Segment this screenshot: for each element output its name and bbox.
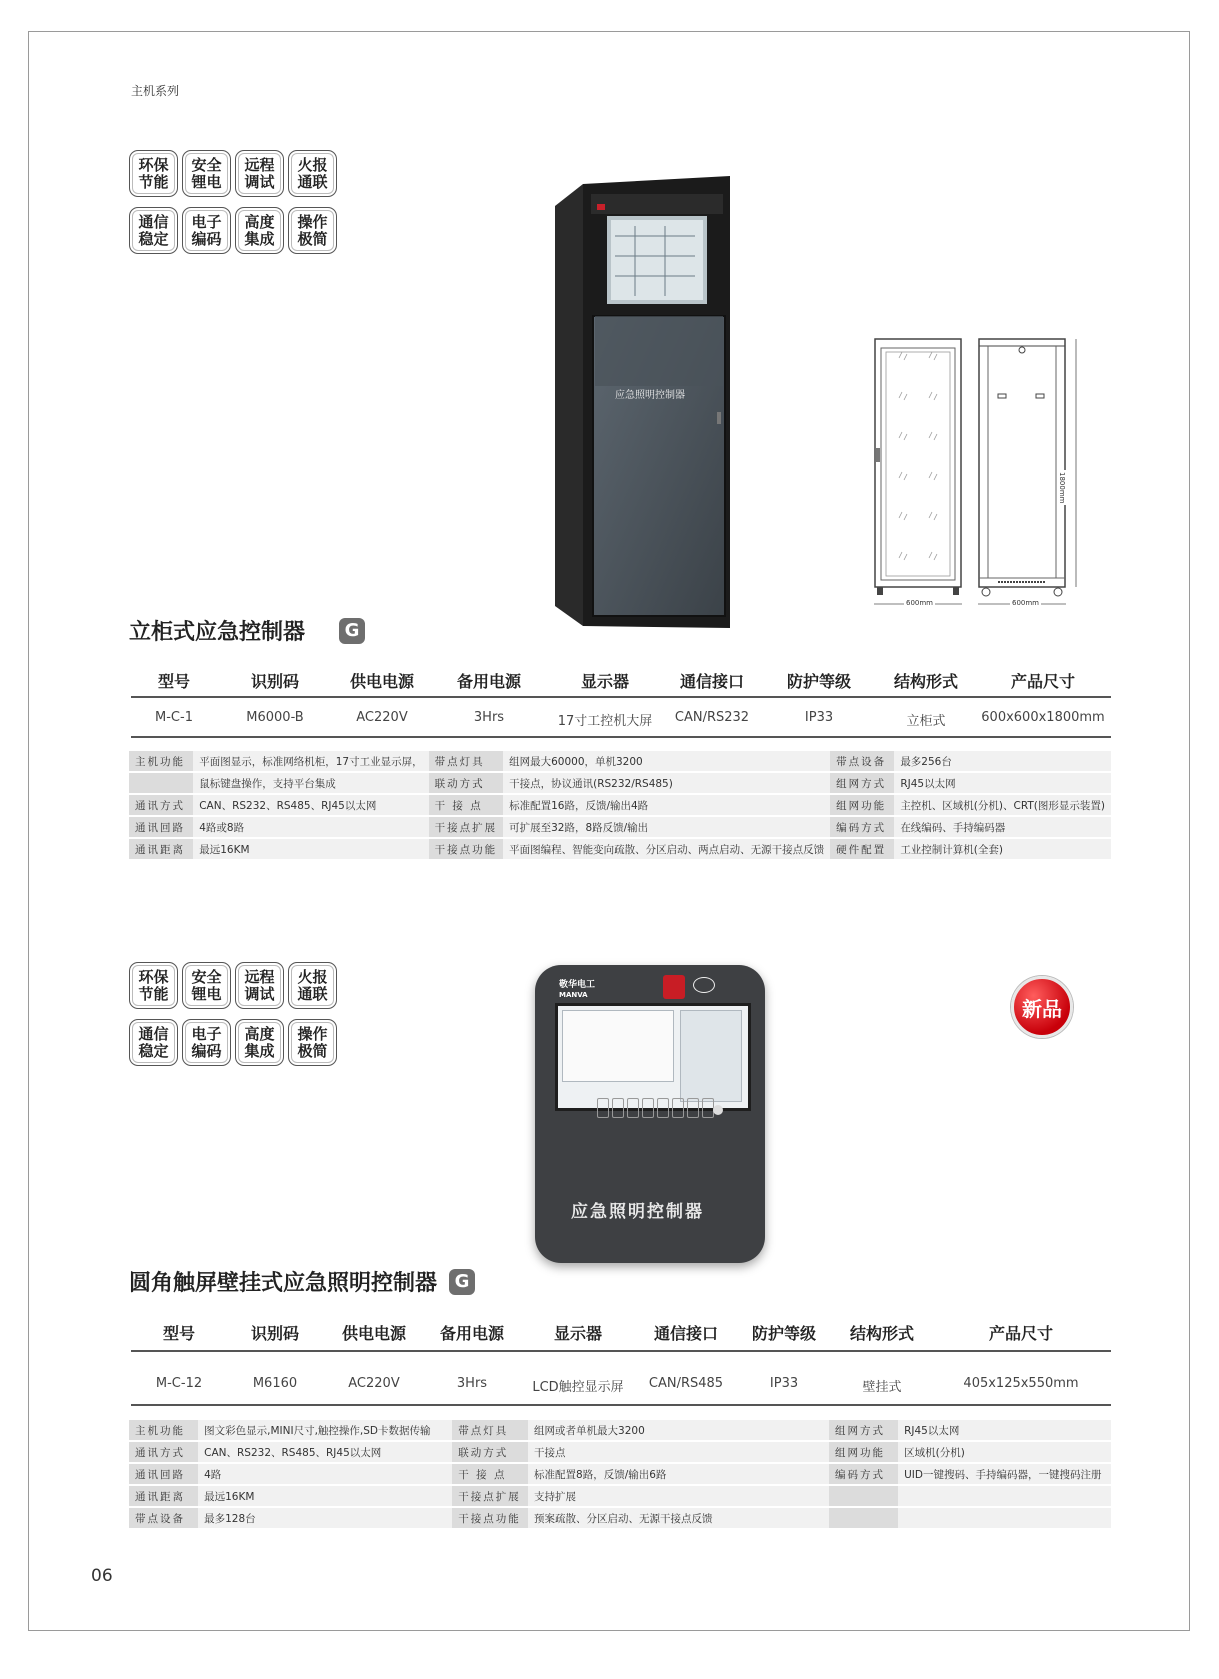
detail-label: 干 接 点	[429, 794, 504, 816]
spec-value-cell: AC220V	[348, 1376, 400, 1391]
spec-value-cell: AC220V	[356, 710, 408, 725]
page-number: 06	[91, 1566, 113, 1586]
detail-label: 组网功能	[829, 1441, 898, 1463]
feature-badge: 高度 集成	[235, 207, 284, 254]
detail-value: 支持扩展	[528, 1485, 829, 1507]
detail-row	[129, 751, 1111, 772]
spec-value-cell: 405x125x550mm	[963, 1376, 1079, 1391]
product1-spec-rule-bottom	[131, 736, 1111, 738]
detail-row	[129, 1420, 1111, 1441]
detail-value: 干接点	[528, 1441, 829, 1463]
ccc-mark-icon	[693, 977, 715, 993]
device-logo-icon	[663, 975, 685, 999]
feature-badge: 环保 节能	[129, 150, 178, 197]
detail-value: 平面图显示，标准网络机柜，17寸工业显示屏，	[193, 751, 428, 772]
feature-badge: 通信 稳定	[129, 1019, 178, 1066]
detail-value: 主控机、区域机(分机)、CRT(图形显示装置)	[894, 794, 1111, 816]
detail-value: 干接点，协议通讯(RS232/RS485)	[503, 772, 830, 794]
detail-value: 4路或8路	[193, 816, 428, 838]
spec-header-cell: 识别码	[250, 672, 299, 691]
detail-row	[129, 1463, 1111, 1485]
detail-row	[129, 794, 1111, 816]
detail-label: 联动方式	[429, 772, 504, 794]
spec-header-cell: 备用电源	[439, 1324, 504, 1343]
feature-badge: 通信 稳定	[129, 207, 178, 254]
product2-spec-rule-bottom	[131, 1404, 1111, 1406]
detail-value: 组网最大60000，单机3200	[503, 751, 830, 772]
feature-badge: 环保 节能	[129, 962, 178, 1009]
cabinet-photo	[555, 176, 730, 628]
detail-label	[129, 772, 193, 794]
feature-badge: 火报 通联	[288, 150, 337, 197]
spec-value-cell: IP33	[769, 1376, 799, 1391]
detail-label: 带点设备	[129, 1507, 198, 1529]
feature-badge: 安全 锂电	[182, 150, 231, 197]
detail-value: 区域机(分机)	[898, 1441, 1111, 1463]
detail-value: 可扩展至32路，8路反馈/输出	[503, 816, 830, 838]
spec-header-cell: 通信接口	[653, 1324, 718, 1343]
spec-header-cell: 识别码	[250, 1324, 299, 1343]
detail-value	[898, 1507, 1111, 1529]
product1-name: 立柜式应急控制器	[129, 620, 306, 645]
product2-detail-table	[129, 1420, 1111, 1530]
detail-label: 通讯距离	[129, 1485, 198, 1507]
feature-badge: 高度 集成	[235, 1019, 284, 1066]
spec-header-cell: 防护等级	[786, 672, 851, 691]
new-product-badge: 新品	[1011, 976, 1073, 1038]
product1-title	[129, 615, 365, 646]
cabinet-label: 应急照明控制器	[615, 390, 685, 401]
spec-header-cell: 结构形式	[893, 672, 958, 691]
cabinet-front-drawing	[874, 338, 964, 608]
product1-spec-header	[131, 669, 1111, 692]
feature-badge: 操作 极简	[288, 207, 337, 254]
detail-label: 联动方式	[452, 1441, 528, 1463]
spec-value-cell: 600x600x1800mm	[981, 710, 1105, 725]
spec-value-cell: 3Hrs	[473, 710, 505, 725]
detail-label: 干接点扩展	[452, 1485, 528, 1507]
product1-spec-rule-top	[131, 696, 1111, 698]
detail-label: 干接点扩展	[429, 816, 504, 838]
spec-header-cell: 产品尺寸	[988, 1324, 1053, 1343]
product1-spec-values	[131, 710, 1111, 729]
side-width-label: 600mm	[1012, 599, 1039, 607]
detail-value: CAN、RS232、RS485、RJ45以太网	[198, 1441, 452, 1463]
detail-label: 通讯回路	[129, 816, 193, 838]
spec-header-cell: 显示器	[553, 1324, 602, 1343]
detail-value: 最多128台	[198, 1507, 452, 1529]
detail-value: CAN、RS232、RS485、RJ45以太网	[193, 794, 428, 816]
feature-badge: 远程 调试	[235, 150, 284, 197]
spec-header-cell: 供电电源	[349, 672, 414, 691]
detail-row	[129, 1485, 1111, 1507]
product2-name: 圆角触屏壁挂式应急照明控制器	[129, 1271, 438, 1296]
detail-value: 工业控制计算机(全套)	[894, 838, 1111, 860]
feature-badge: 电子 编码	[182, 207, 231, 254]
detail-value: 最远16KM	[193, 838, 428, 860]
feature-badge: 安全 锂电	[182, 962, 231, 1009]
detail-value: 最多256台	[894, 751, 1111, 772]
detail-label: 组网方式	[830, 772, 894, 794]
product2-spec-rule-top	[131, 1350, 1111, 1352]
detail-value: 图文彩色显示,MINI尺寸,触控操作,SD卡数据传输	[198, 1420, 452, 1441]
detail-value: 标准配置16路，反馈/输出4路	[503, 794, 830, 816]
device-screen	[555, 1003, 751, 1111]
cabinet-side-drawing	[978, 338, 1088, 608]
detail-label: 通讯方式	[129, 1441, 198, 1463]
spec-header-cell: 型号	[162, 1324, 195, 1343]
detail-label: 主机功能	[129, 751, 193, 772]
spec-value-cell: M-C-1	[155, 710, 193, 725]
detail-label: 干接点功能	[429, 838, 504, 860]
detail-label: 编码方式	[829, 1463, 898, 1485]
detail-label: 通讯距离	[129, 838, 193, 860]
detail-value: RJ45以太网	[898, 1420, 1111, 1441]
series-label: 主机系列	[131, 84, 180, 98]
detail-row	[129, 816, 1111, 838]
spec-value-cell: 立柜式	[906, 714, 946, 729]
height-label: 1800mm	[1058, 472, 1066, 504]
product1-detail-table	[129, 751, 1111, 861]
spec-value-cell: M-C-12	[155, 1376, 203, 1391]
spec-header-cell: 供电电源	[341, 1324, 406, 1343]
detail-label: 硬件配置	[830, 838, 894, 860]
spec-header-cell: 结构形式	[849, 1324, 914, 1343]
detail-value: 组网或者单机最大3200	[528, 1420, 829, 1441]
product1-g-badge: G	[339, 618, 365, 644]
spec-header-cell: 显示器	[580, 672, 629, 691]
detail-value: RJ45以太网	[894, 772, 1111, 794]
feature-badge: 远程 调试	[235, 962, 284, 1009]
spec-header-cell: 防护等级	[751, 1324, 816, 1343]
feature-badges-2	[129, 962, 337, 1066]
detail-label: 带点设备	[830, 751, 894, 772]
detail-row	[129, 1507, 1111, 1529]
detail-row	[129, 838, 1111, 860]
device-brand: 敬华电工 MANVA	[559, 980, 596, 999]
spec-value-cell: 17寸工控机大屏	[557, 714, 653, 729]
detail-label: 组网方式	[829, 1420, 898, 1441]
spec-value-cell: M6160	[252, 1376, 298, 1391]
device-label: 应急照明控制器	[571, 1202, 704, 1222]
detail-row	[129, 1441, 1111, 1463]
device-button-row	[597, 1098, 714, 1118]
product2-g-badge: G	[449, 1269, 475, 1295]
spec-value-cell: CAN/RS485	[648, 1376, 724, 1391]
product2-title	[129, 1266, 475, 1297]
detail-label: 带点灯具	[429, 751, 504, 772]
spec-header-cell: 通信接口	[679, 672, 744, 691]
wall-controller-photo	[535, 965, 765, 1263]
product2-spec-header	[131, 1321, 1111, 1344]
detail-label: 主机功能	[129, 1420, 198, 1441]
detail-value: 鼠标键盘操作，支持平台集成	[193, 772, 428, 794]
detail-value: 标准配置8路，反馈/输出6路	[528, 1463, 829, 1485]
product2-spec-values	[131, 1376, 1111, 1395]
feature-badge: 电子 编码	[182, 1019, 231, 1066]
spec-header-cell: 备用电源	[456, 672, 521, 691]
detail-label	[829, 1485, 898, 1507]
feature-badge: 操作 极简	[288, 1019, 337, 1066]
detail-value: 预案疏散、分区启动、无源干接点反馈	[528, 1507, 829, 1529]
detail-label: 通讯回路	[129, 1463, 198, 1485]
detail-label: 干 接 点	[452, 1463, 528, 1485]
detail-value: 最远16KM	[198, 1485, 452, 1507]
front-width-label: 600mm	[906, 599, 933, 607]
detail-value: UID一键搜码、手持编码器，一键搜码注册	[898, 1463, 1111, 1485]
spec-header-cell: 产品尺寸	[1010, 672, 1075, 691]
spec-value-cell: LCD触控显示屏	[532, 1380, 624, 1395]
detail-label: 编码方式	[830, 816, 894, 838]
spec-value-cell: 3Hrs	[456, 1376, 488, 1391]
spec-value-cell: CAN/RS232	[674, 710, 750, 725]
detail-value: 在线编码、手持编码器	[894, 816, 1111, 838]
feature-badges-1	[129, 150, 337, 254]
detail-label: 组网功能	[830, 794, 894, 816]
spec-value-cell: IP33	[804, 710, 834, 725]
detail-value: 4路	[198, 1463, 452, 1485]
detail-value	[898, 1485, 1111, 1507]
detail-value: 平面图编程、智能变向疏散、分区启动、两点启动、无源干接点反馈	[503, 838, 830, 860]
detail-label: 干接点功能	[452, 1507, 528, 1529]
spec-header-cell: 型号	[157, 672, 190, 691]
detail-label: 带点灯具	[452, 1420, 528, 1441]
detail-row	[129, 772, 1111, 794]
spec-value-cell: M6000-B	[246, 710, 304, 725]
spec-value-cell: 壁挂式	[862, 1380, 902, 1395]
feature-badge: 火报 通联	[288, 962, 337, 1009]
detail-label: 通讯方式	[129, 794, 193, 816]
detail-label	[829, 1507, 898, 1529]
device-lock-icon	[713, 1105, 723, 1115]
